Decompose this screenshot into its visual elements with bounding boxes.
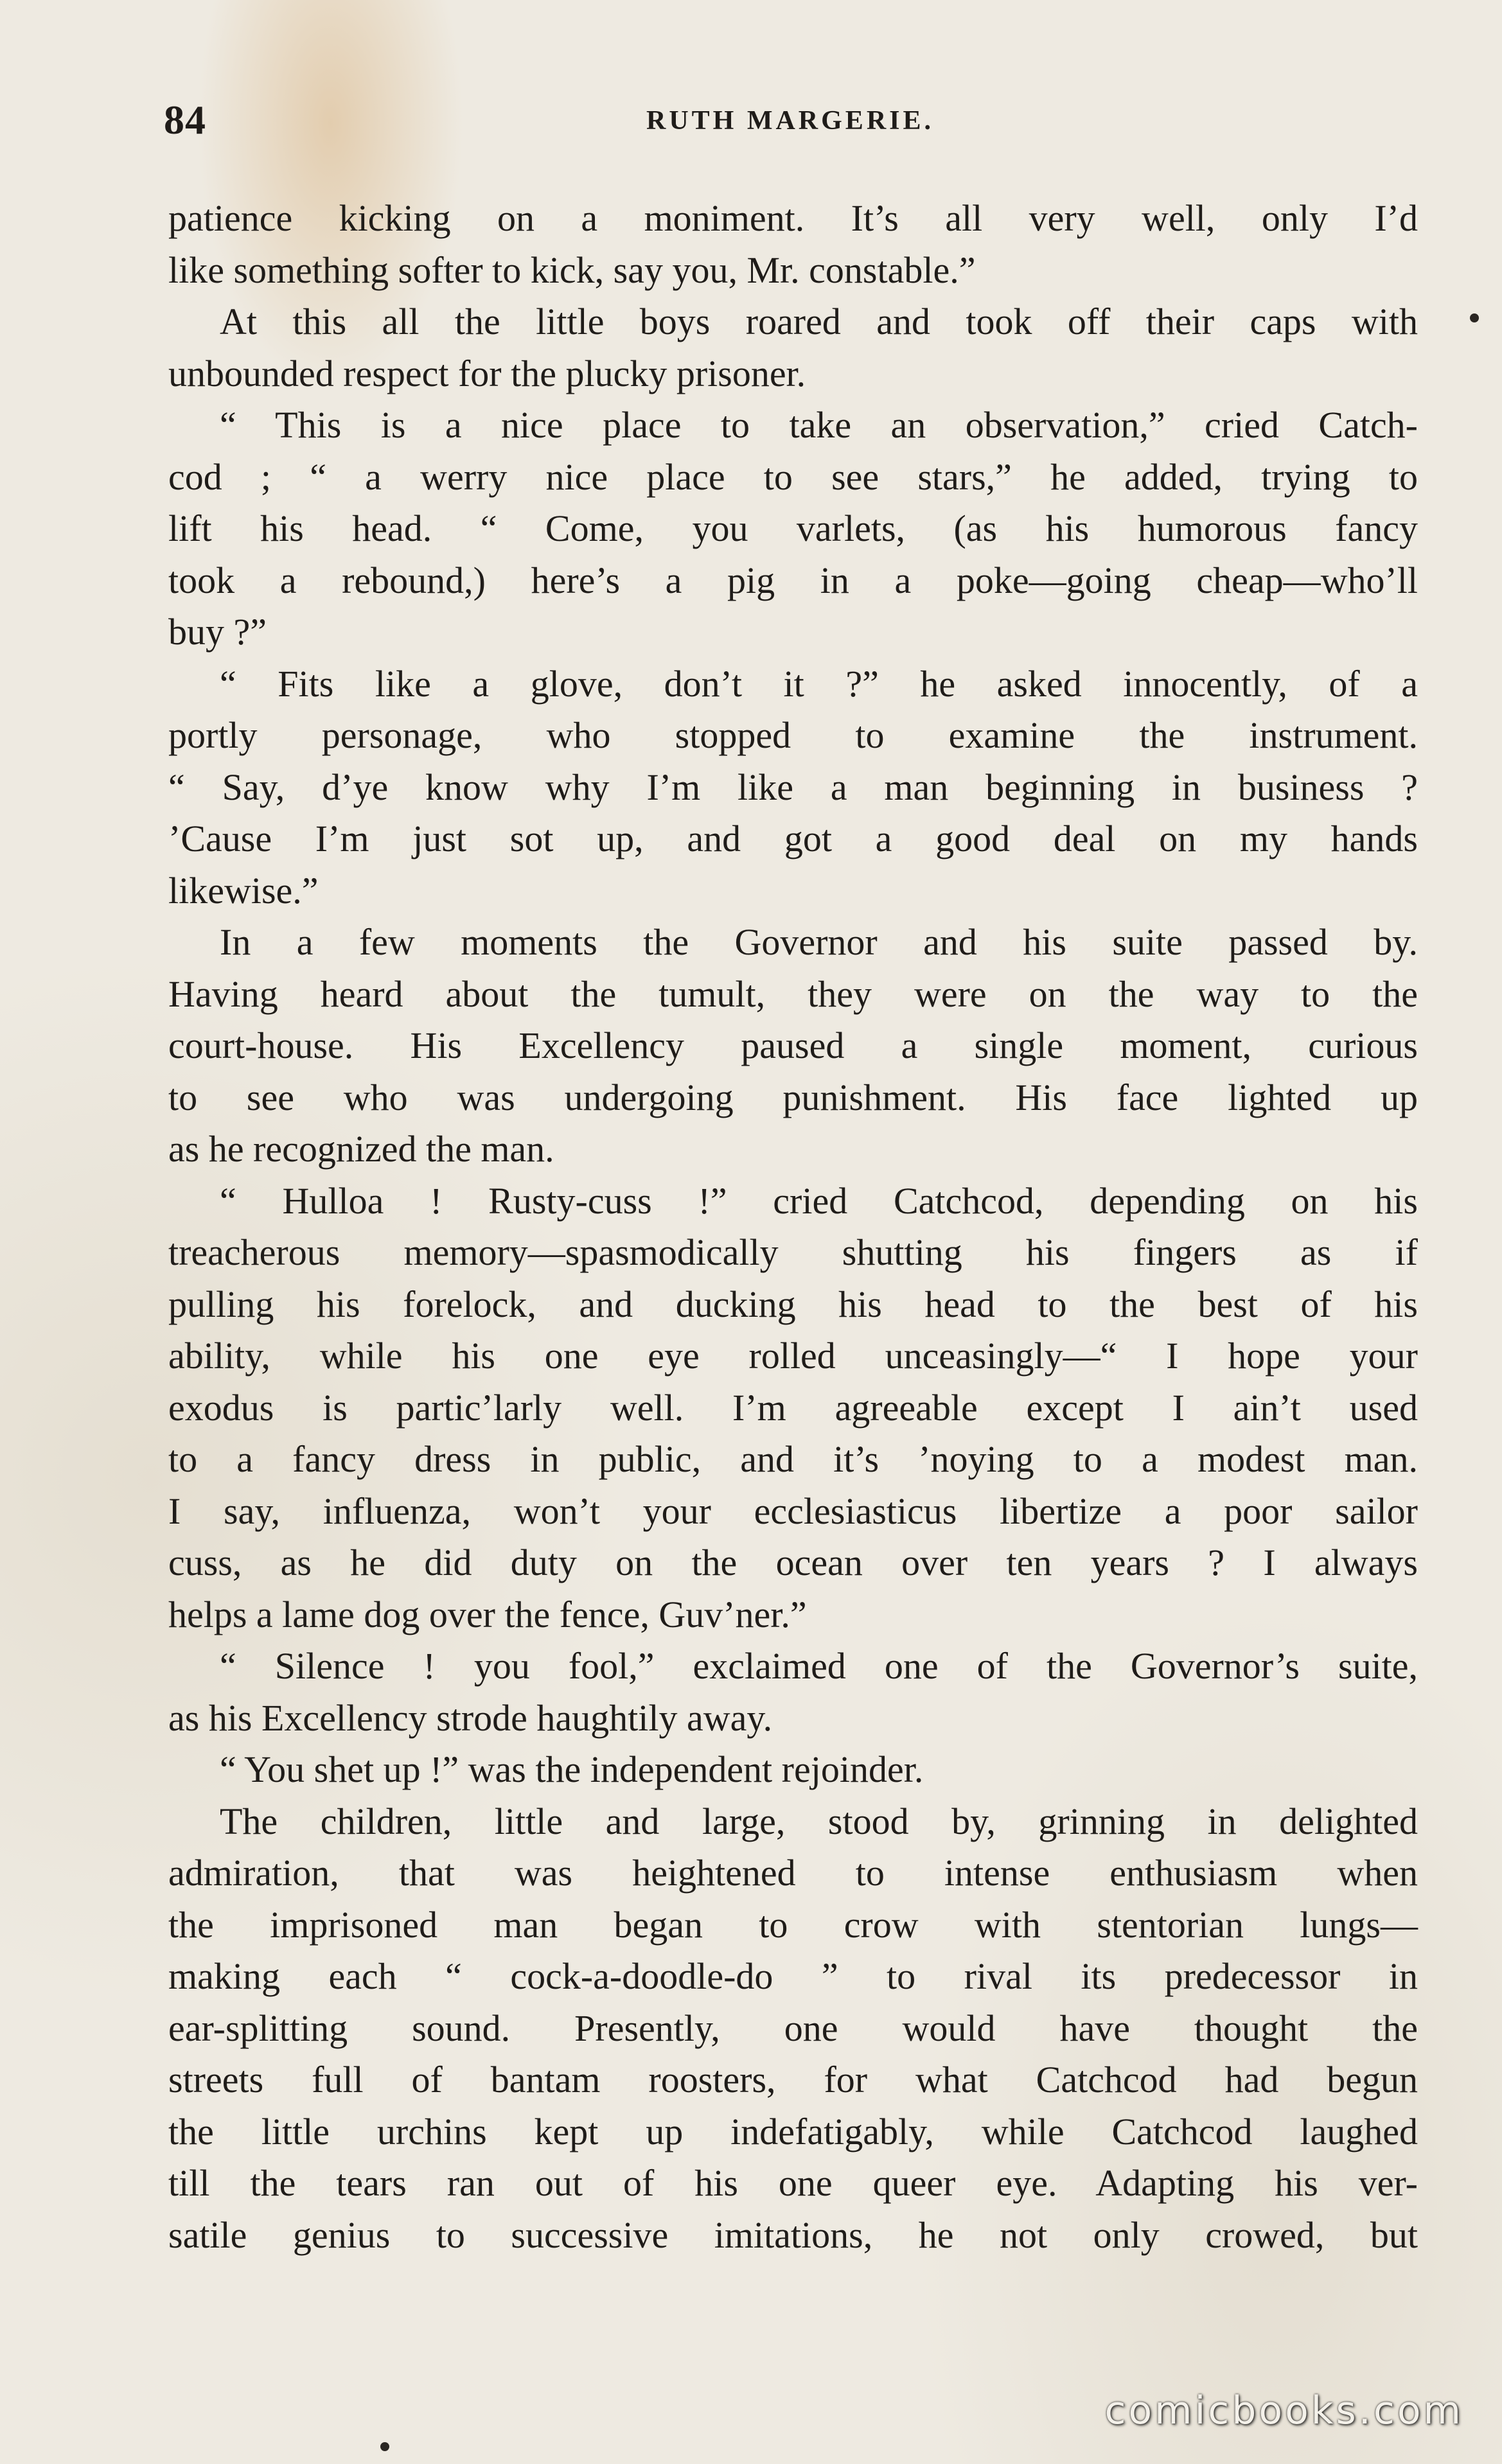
text-line: helps a lame dog over the fence, Guv’ner.”: [168, 1593, 807, 1635]
text-line: patience kicking on a moniment. It’s all very well, only I’d: [168, 197, 1418, 239]
text-line: like something softer to kick, say you, Mr. constable.”: [168, 249, 976, 291]
text-line: “ This is a nice place to take an observation,” cried Catch-: [220, 404, 1418, 446]
text-line: to a fancy dress in public, and it’s ’noying to a modest man.: [168, 1438, 1418, 1480]
text-line: the little urchins kept up indefatigably, while Catchcod laughed: [168, 2110, 1418, 2152]
watermark: comicbooks.com: [1104, 2388, 1463, 2433]
text-line: buy ?”: [168, 611, 267, 653]
text-line: “ Silence ! you fool,” exclaimed one of the Governor’s suite,: [220, 1645, 1418, 1687]
text-line: portly personage, who stopped to examine the instrument.: [168, 714, 1418, 756]
text-line: treacherous memory—spasmodically shutting his fingers as if: [168, 1231, 1418, 1273]
page-number: 84: [164, 97, 206, 143]
text-line: as he recognized the man.: [168, 1128, 554, 1170]
text-line: ear-splitting sound. Presently, one would have thought the: [168, 2007, 1418, 2049]
text-line: satile genius to successive imitations, he not only crowed, but: [168, 2213, 1418, 2256]
text-line: took a rebound,) here’s a pig in a poke—going cheap—who’ll: [168, 559, 1418, 601]
text-line: “ Fits like a glove, don’t it ?” he asked innocently, of a: [220, 662, 1418, 705]
text-line: unbounded respect for the plucky prisoner.: [168, 352, 806, 394]
ink-speck: [380, 2442, 389, 2451]
text-line: “ You shet up !” was the independent rejoinder.: [220, 1748, 924, 1790]
text-line: “ Say, d’ye know why I’m like a man beginning in business ?: [168, 766, 1418, 808]
text-line: streets full of bantam roosters, for what Catchcod had begun: [168, 2059, 1418, 2100]
text-line: admiration, that was heightened to intense enthusiasm when: [168, 1852, 1418, 1894]
page-header: [164, 96, 1417, 148]
text-line: cuss, as he did duty on the ocean over ten years ? I always: [168, 1542, 1418, 1583]
text-line: exodus is partic’larly well. I’m agreeable except I ain’t used: [168, 1386, 1418, 1429]
text-line: the imprisoned man began to crow with stentorian lungs—: [168, 1903, 1418, 1946]
text-line: lift his head. “ Come, you varlets, (as his humorous fancy: [168, 507, 1418, 549]
text-line: to see who was undergoing punishment. His face lighted up: [168, 1076, 1418, 1118]
text-line: I say, influenza, won’t your ecclesiasticus libertize a poor sailor: [168, 1490, 1418, 1532]
text-line: pulling his forelock, and ducking his head to the best of his: [168, 1283, 1418, 1325]
text-line: The children, little and large, stood by, grinning in delighted: [220, 1800, 1418, 1842]
text-line: making each “ cock-a-doodle-do ” to rival its predecessor in: [168, 1955, 1418, 1997]
text-line: cod ; “ a werry nice place to see stars,” he added, trying to: [168, 455, 1418, 498]
ink-speck: [1470, 313, 1479, 322]
text-line: as his Excellency strode haughtily away.: [168, 1696, 773, 1739]
text-line: till the tears ran out of his one queer eye. Adapting his ver-: [168, 2162, 1418, 2204]
running-title: RUTH MARGERIE.: [646, 106, 935, 136]
text-line: In a few moments the Governor and his suite passed by.: [220, 921, 1418, 963]
body-text: [168, 193, 1418, 2261]
text-line: likewise.”: [168, 869, 319, 911]
text-line: ability, while his one eye rolled unceasingly—“ I hope your: [168, 1335, 1418, 1377]
text-line: “ Hulloa ! Rusty-cuss !” cried Catchcod, depending on his: [220, 1179, 1418, 1222]
text-line: ’Cause I’m just sot up, and got a good deal on my hands: [168, 818, 1418, 859]
text-line: court-house. His Excellency paused a single moment, curious: [168, 1025, 1418, 1066]
text-line: Having heard about the tumult, they were on the way to the: [168, 972, 1418, 1015]
text-line: At this all the little boys roared and took off their caps with: [220, 301, 1418, 342]
